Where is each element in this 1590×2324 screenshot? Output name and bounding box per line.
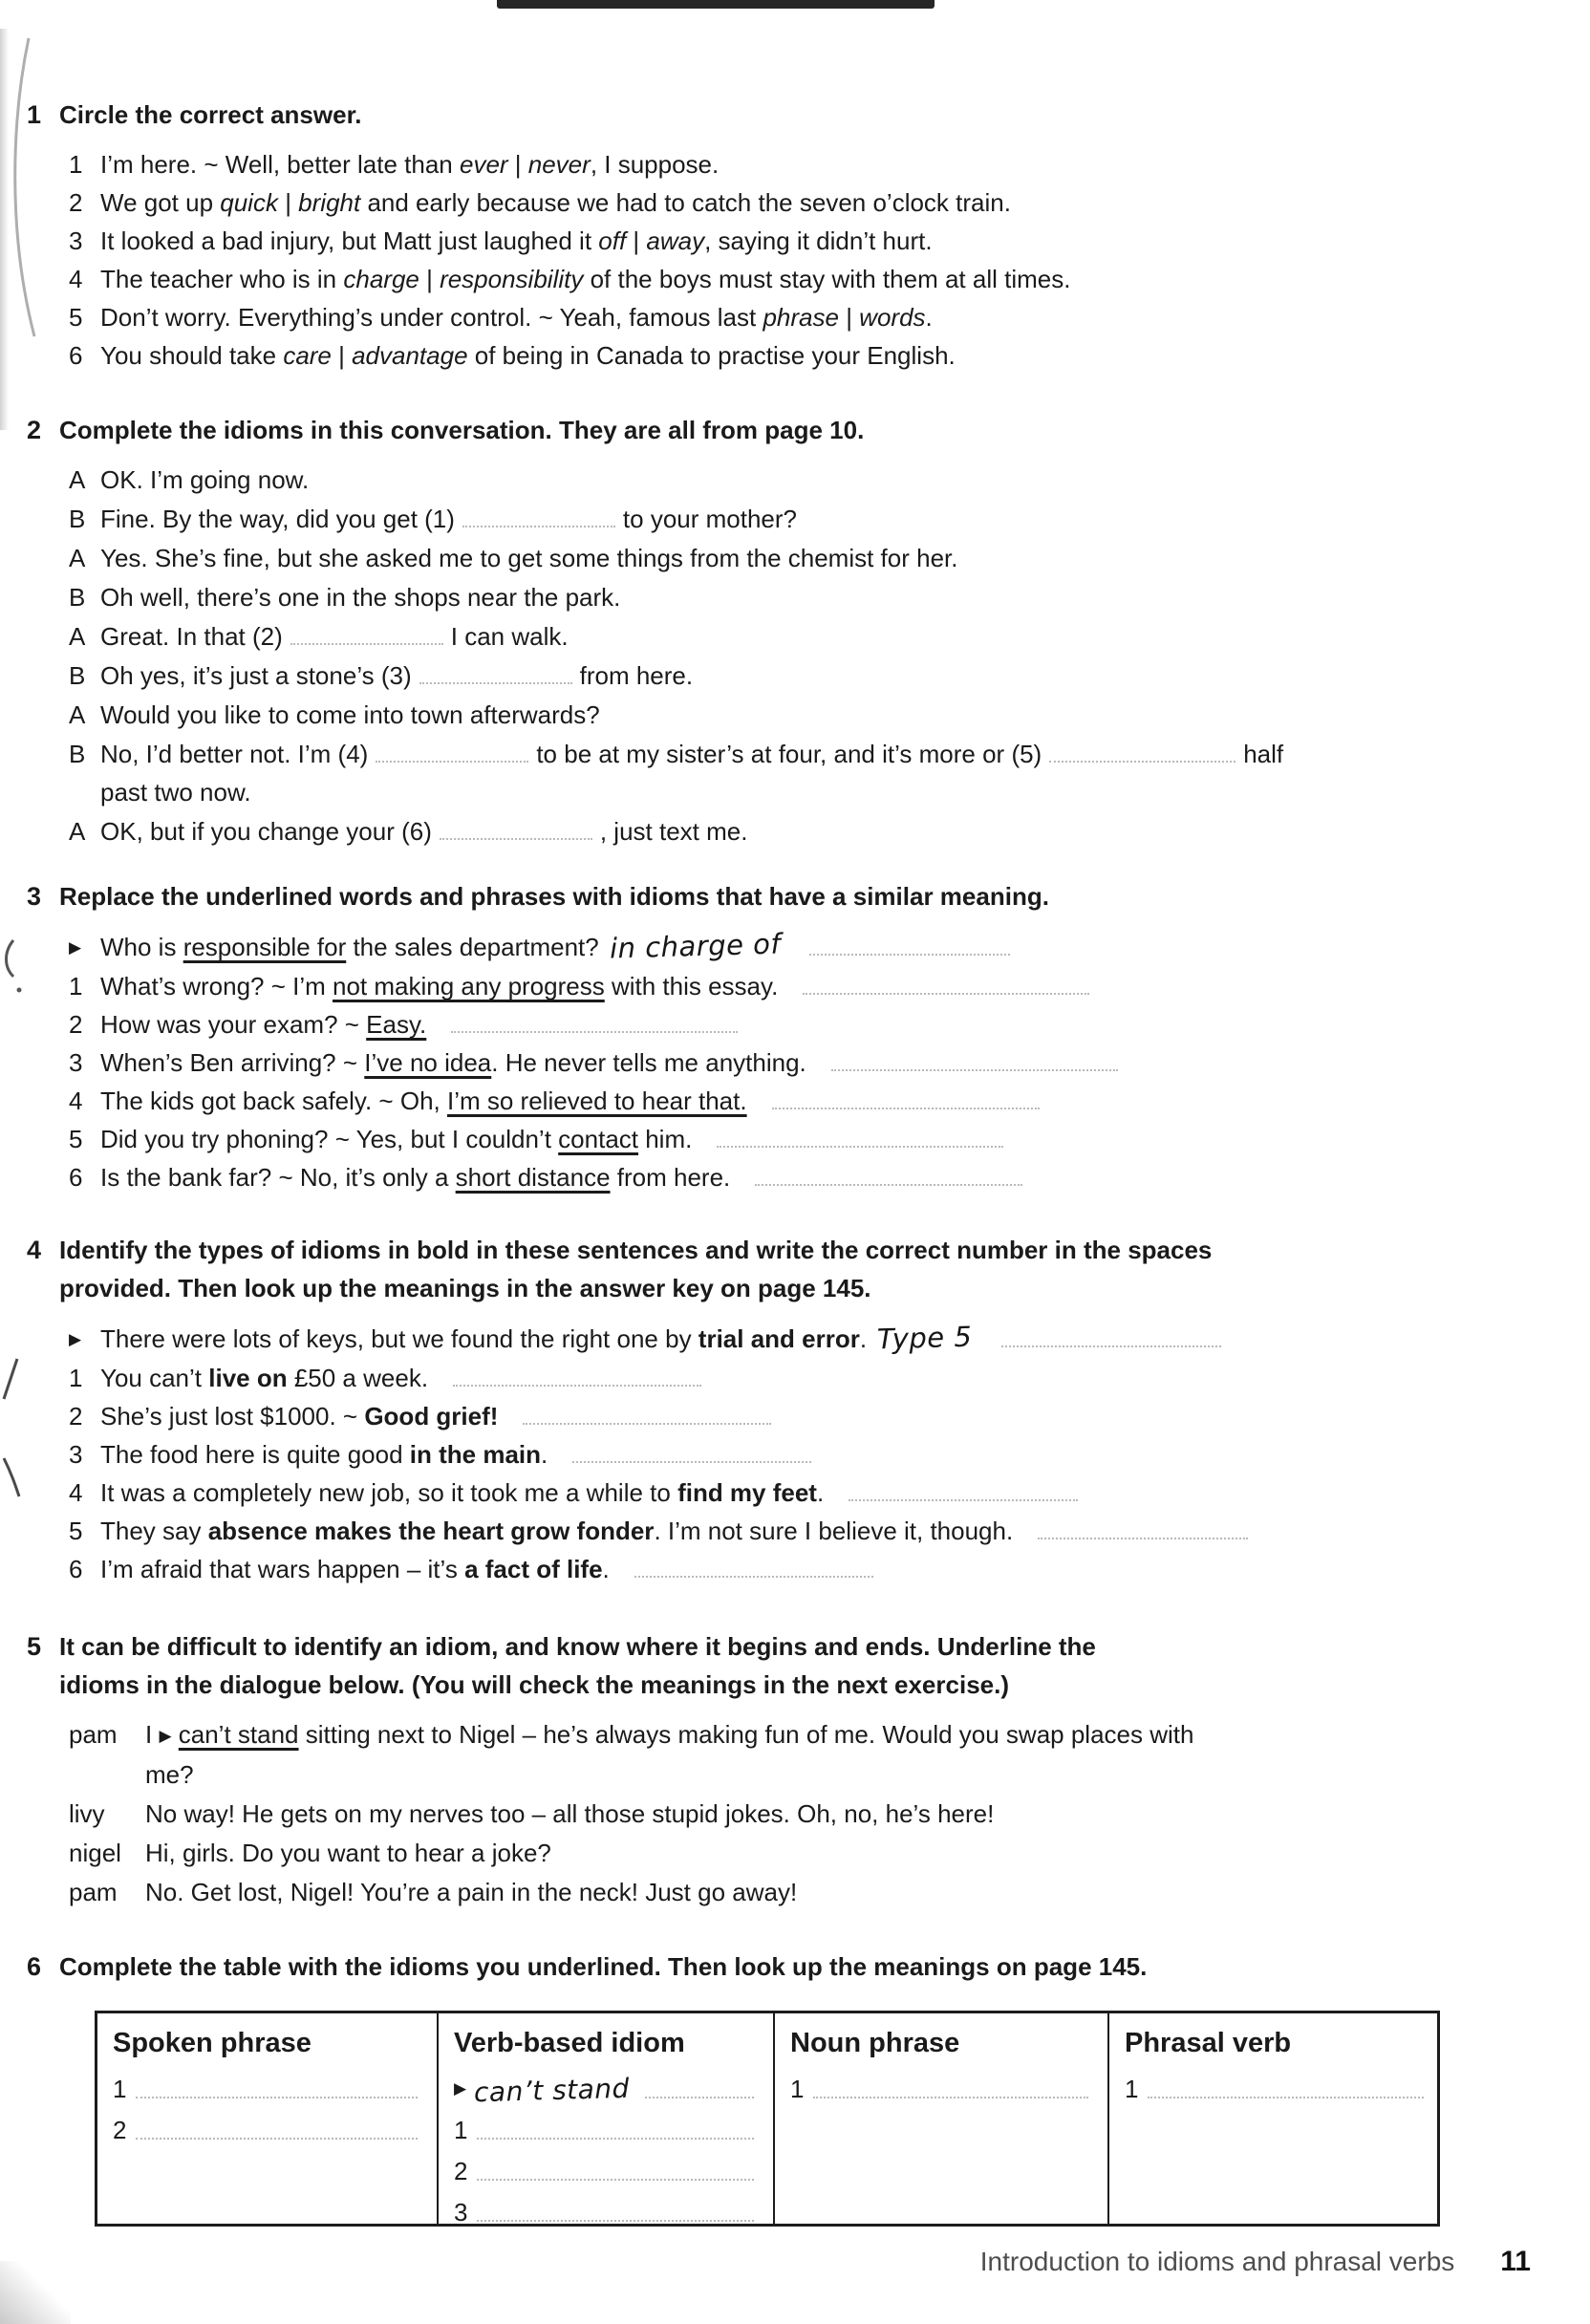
dialogue-line: [69, 656, 1527, 695]
table-row: [454, 2067, 760, 2108]
exercise-item: [69, 1120, 1527, 1158]
exercise-item: [69, 1512, 1527, 1550]
table-column-header: Noun phrase: [790, 2028, 960, 2058]
exercise-item: [69, 1158, 1527, 1196]
footer-section-title: Introduction to idioms and phrasal verbs: [979, 2247, 1455, 2276]
item-text: You can’t live on £50 a week.: [100, 1359, 1527, 1397]
item-text: What’s wrong? ~ I’m not making any progress with this essay.: [100, 967, 1527, 1005]
dialogue-text: Oh yes, it’s just a stone’s (3) from here.: [100, 661, 694, 690]
item-text: It looked a bad injury, but Matt just laughed it off | away, saying it didn’t hurt.: [100, 226, 933, 255]
table-column-header: Verb-based idiom: [454, 2028, 685, 2058]
answer-blank: [477, 2179, 754, 2181]
item-text: She’s just lost $1000. ~ Good grief!: [100, 1397, 1527, 1435]
exercise-2-body: [69, 461, 1527, 850]
exercise-4-body: [69, 1319, 1527, 1588]
exercise-number: 5: [27, 1632, 42, 1661]
dialogue-text: OK. I’m going now.: [100, 465, 310, 494]
example-marker-icon: ▶: [69, 1330, 82, 1348]
page-footer: [980, 2246, 1531, 2278]
item-number: 4: [69, 1478, 83, 1507]
answer-blank: [809, 940, 1010, 956]
item-text: When’s Ben arriving? ~ I’ve no idea. He never tells me anything.: [100, 1044, 1527, 1082]
answer-blank: [1148, 2097, 1424, 2098]
item-text: The food here is quite good in the main.: [100, 1435, 1527, 1474]
item-text: Did you try phoning? ~ Yes, but I couldn’t contact him.: [100, 1120, 1527, 1158]
exercise-item: [69, 298, 1527, 336]
item-number: 2: [69, 188, 83, 217]
dialogue-line: [69, 617, 1527, 656]
item-number: 1: [113, 2075, 127, 2103]
table-row: [113, 2108, 423, 2149]
answer-blank: [419, 669, 572, 684]
dialogue-speaker: B: [69, 661, 86, 690]
dialogue-text: No, I’d better not. I’m (4) to be at my sister’s at four, and it’s more or (5) half past two now.: [100, 740, 1284, 807]
exercise-number: 1: [27, 100, 42, 129]
item-number: 3: [69, 226, 83, 255]
exercise-5-heading: [27, 1627, 1527, 1704]
exercise-1: [27, 96, 1527, 375]
dialogue-speaker: pam: [69, 1878, 118, 1906]
exercise-number: 6: [27, 1952, 42, 1981]
exercise-title: Identify the types of idioms in bold in these sentences and write the correct number in the spaces provided. Then look up the meanings in the answer key on page 145.: [59, 1236, 1213, 1302]
table-row: [1125, 2067, 1429, 2108]
dialogue-text: OK, but if you change your (6) , just text me.: [100, 817, 748, 846]
exercise-item: [69, 1044, 1527, 1082]
exercise-1-body: [69, 145, 1527, 375]
exercise-item: [69, 222, 1527, 260]
item-number: 6: [69, 1555, 83, 1583]
answer-blank: [849, 1486, 1078, 1501]
scan-artifact-corner-shadow: [0, 2261, 71, 2324]
dialogue-speaker: B: [69, 583, 86, 612]
exercise-title: Circle the correct answer.: [59, 100, 362, 129]
exercise-4: [27, 1231, 1527, 1588]
answer-blank: [136, 2138, 418, 2140]
item-number: 5: [69, 1125, 83, 1153]
item-text: They say absence makes the heart grow fonder. I’m not sure I believe it, though.: [100, 1512, 1527, 1550]
dialogue-line: [69, 735, 1527, 811]
answer-blank: [477, 2220, 754, 2222]
answer-blank: [803, 979, 1089, 995]
dialogue-line: [69, 578, 1527, 616]
item-number: 1: [454, 2116, 468, 2144]
exercise-6-heading: [27, 1947, 1527, 1986]
exercise-2-heading: [27, 411, 1527, 449]
exercise-3: [27, 877, 1527, 1196]
exercise-1-heading: [27, 96, 1527, 134]
exercise-number: 3: [27, 882, 42, 911]
scan-artifact-pencil-mark: [0, 1355, 25, 1403]
exercise-title: Complete the table with the idioms you underlined. Then look up the meanings on page 145.: [59, 1952, 1148, 1981]
exercise-item: [69, 1435, 1527, 1474]
answer-blank: [755, 1171, 1022, 1186]
item-number: 2: [113, 2116, 127, 2144]
exercise-title: Complete the idioms in this conversation. They are all from page 10.: [59, 416, 865, 444]
answer-blank: [813, 2097, 1088, 2098]
dialogue-speaker: A: [69, 622, 86, 651]
answer-blank: [376, 747, 528, 763]
idiom-types-table: [95, 2011, 1440, 2227]
answer-blank: [1038, 1524, 1248, 1539]
table-column: [437, 2013, 773, 2224]
dialogue-speaker: B: [69, 505, 86, 533]
exercise-3-body: [69, 927, 1527, 1196]
item-number: 6: [69, 341, 83, 370]
exercise-item: [69, 145, 1527, 183]
scan-artifact-pencil-mark: [0, 1452, 25, 1500]
item-text: I’m here. ~ Well, better late than ever | never, I suppose.: [100, 150, 720, 179]
dialogue-line: [69, 539, 1527, 577]
dialogue-text: No. Get lost, Nigel! You’re a pain in the neck! Just go away!: [145, 1878, 798, 1906]
example-marker-icon: ▶: [159, 1727, 172, 1745]
answer-blank: [453, 1371, 701, 1387]
exercise-item: [69, 1474, 1527, 1512]
item-number: 1: [790, 2075, 805, 2103]
item-text: It was a completely new job, so it took me a while to find my feet.: [100, 1474, 1527, 1512]
exercise-item: [69, 1359, 1527, 1397]
answer-blank: [462, 512, 615, 527]
item-number: 2: [69, 1010, 83, 1039]
item-number: 1: [69, 972, 83, 1001]
dialogue-line: [69, 696, 1527, 734]
dialogue-speaker: A: [69, 544, 86, 572]
exercise-number: 2: [27, 416, 42, 444]
dialogue-speaker: B: [69, 740, 86, 768]
table-row: [454, 2108, 760, 2149]
item-number: 1: [69, 150, 83, 179]
dialogue-speaker: nigel: [69, 1839, 121, 1867]
exercise-title: It can be difficult to identify an idiom, and know where it begins and ends. Underline the idioms in the dialogue below. (You will check the meanings in the next exercise.): [59, 1632, 1096, 1699]
dialogue-line: [69, 461, 1527, 499]
table-column-header: Spoken phrase: [113, 2028, 312, 2058]
exercise-item: [69, 1550, 1527, 1588]
dialogue-text: Would you like to come into town afterwards?: [100, 700, 600, 729]
table-row: [454, 2190, 760, 2224]
exercise-item: [69, 967, 1527, 1005]
table-row: [454, 2149, 760, 2190]
item-number: 2: [69, 1402, 83, 1431]
item-number: 1: [1125, 2075, 1139, 2103]
exercise-2: [27, 411, 1527, 851]
dialogue-line: [69, 1834, 1527, 1872]
item-number: 6: [69, 1163, 83, 1192]
exercise-item: [69, 1082, 1527, 1120]
table-column: [773, 2013, 1107, 2224]
page-number: 11: [1500, 2246, 1531, 2277]
item-number: 5: [69, 1517, 83, 1545]
exercise-title: Replace the underlined words and phrases with idioms that have a similar meaning.: [59, 882, 1049, 911]
exercise-4-heading: [27, 1231, 1527, 1307]
dialogue-text: Yes. She’s fine, but she asked me to get some things from the chemist for her.: [100, 544, 958, 572]
table-row: [113, 2067, 423, 2108]
exercise-6: [27, 1947, 1527, 2227]
answer-blank: [1001, 1332, 1221, 1347]
exercise-item: [69, 260, 1527, 298]
item-text: How was your exam? ~ Easy.: [100, 1005, 1527, 1044]
exercise-item: [69, 1397, 1527, 1435]
item-number: 3: [454, 2198, 468, 2224]
item-number: 5: [69, 303, 83, 332]
exercise-5-body: [69, 1715, 1527, 1911]
dialogue-speaker: pam: [69, 1720, 118, 1749]
dialogue-line: [69, 500, 1527, 538]
answer-blank: [290, 630, 443, 645]
item-text: You should take care | advantage of being in Canada to practise your English.: [100, 341, 956, 370]
exercise-item: [69, 927, 1527, 967]
handwritten-answer: can’t stand: [473, 2072, 631, 2109]
example-marker-icon: ▶: [454, 2079, 467, 2098]
dialogue-line: [69, 1873, 1527, 1911]
item-number: 3: [69, 1440, 83, 1469]
item-text: Who is responsible for the sales department? in charge of: [100, 927, 1527, 966]
table-column: [97, 2013, 437, 2224]
item-text: We got up quick | bright and early because we had to catch the seven o’clock train.: [100, 188, 1011, 217]
exercise-5: [27, 1627, 1527, 1912]
answer-blank: [772, 1094, 1040, 1109]
dialogue-text: Oh well, there’s one in the shops near the park.: [100, 583, 621, 612]
table-column-header: Phrasal verb: [1125, 2028, 1292, 2058]
item-text: The kids got back safely. ~ Oh, I’m so relieved to hear that.: [100, 1082, 1527, 1120]
answer-blank: [451, 1018, 738, 1033]
dialogue-text: I ▶ can’t stand sitting next to Nigel – he’s always making fun of me. Would you swap places with me?: [145, 1720, 1194, 1789]
exercise-item: [69, 183, 1527, 222]
table-column: [1107, 2013, 1443, 2224]
answer-blank: [645, 2097, 754, 2098]
item-text: Don’t worry. Everything’s under control. ~ Yeah, famous last phrase | words.: [100, 303, 933, 332]
answer-blank: [477, 2138, 754, 2140]
handwritten-answer: in charge of: [609, 927, 782, 965]
dialogue-text: Hi, girls. Do you want to hear a joke?: [145, 1839, 551, 1867]
exercise-item: [69, 1005, 1527, 1044]
dialogue-line: [69, 1715, 1527, 1794]
dialogue-speaker: A: [69, 465, 86, 494]
exercise-number: 4: [27, 1236, 42, 1264]
exercise-3-heading: [27, 877, 1527, 915]
item-number: 4: [69, 265, 83, 293]
answer-blank: [1049, 747, 1235, 763]
dialogue-line: [69, 1795, 1527, 1833]
item-number: 4: [69, 1087, 83, 1115]
dialogue-speaker: livy: [69, 1799, 105, 1828]
table-row: [790, 2067, 1094, 2108]
dialogue-speaker: A: [69, 817, 86, 846]
answer-blank: [831, 1056, 1118, 1071]
item-text: There were lots of keys, but we found the right one by trial and error. Type 5: [100, 1319, 1527, 1358]
exercise-item: [69, 336, 1527, 375]
dialogue-text: Fine. By the way, did you get (1) to your mother?: [100, 505, 798, 533]
dialogue-line: [69, 812, 1527, 850]
item-number: 1: [69, 1364, 83, 1392]
answer-blank: [717, 1132, 1003, 1148]
answer-blank: [572, 1448, 811, 1463]
dialogue-text: No way! He gets on my nerves too – all those stupid jokes. Oh, no, he’s here!: [145, 1799, 995, 1828]
item-text: I’m afraid that wars happen – it’s a fact of life.: [100, 1550, 1527, 1588]
item-number: 2: [454, 2157, 468, 2185]
example-marker-icon: ▶: [69, 938, 82, 957]
item-text: Is the bank far? ~ No, it’s only a short distance from here.: [100, 1158, 1527, 1196]
answer-blank: [523, 1409, 771, 1425]
scan-artifact-pencil-mark: [0, 935, 29, 1001]
answer-blank: [136, 2097, 418, 2098]
handwritten-answer: Type 5: [876, 1320, 974, 1356]
answer-blank: [440, 825, 592, 840]
item-number: 3: [69, 1048, 83, 1077]
exercise-item: [69, 1319, 1527, 1359]
answer-blank: [634, 1562, 873, 1578]
scan-artifact-top-bar: [497, 0, 935, 9]
dialogue-speaker: A: [69, 700, 86, 729]
dialogue-text: Great. In that (2) I can walk.: [100, 622, 569, 651]
item-text: The teacher who is in charge | responsibility of the boys must stay with them at all times.: [100, 265, 1071, 293]
exercise-6-body: [69, 2011, 1527, 2227]
